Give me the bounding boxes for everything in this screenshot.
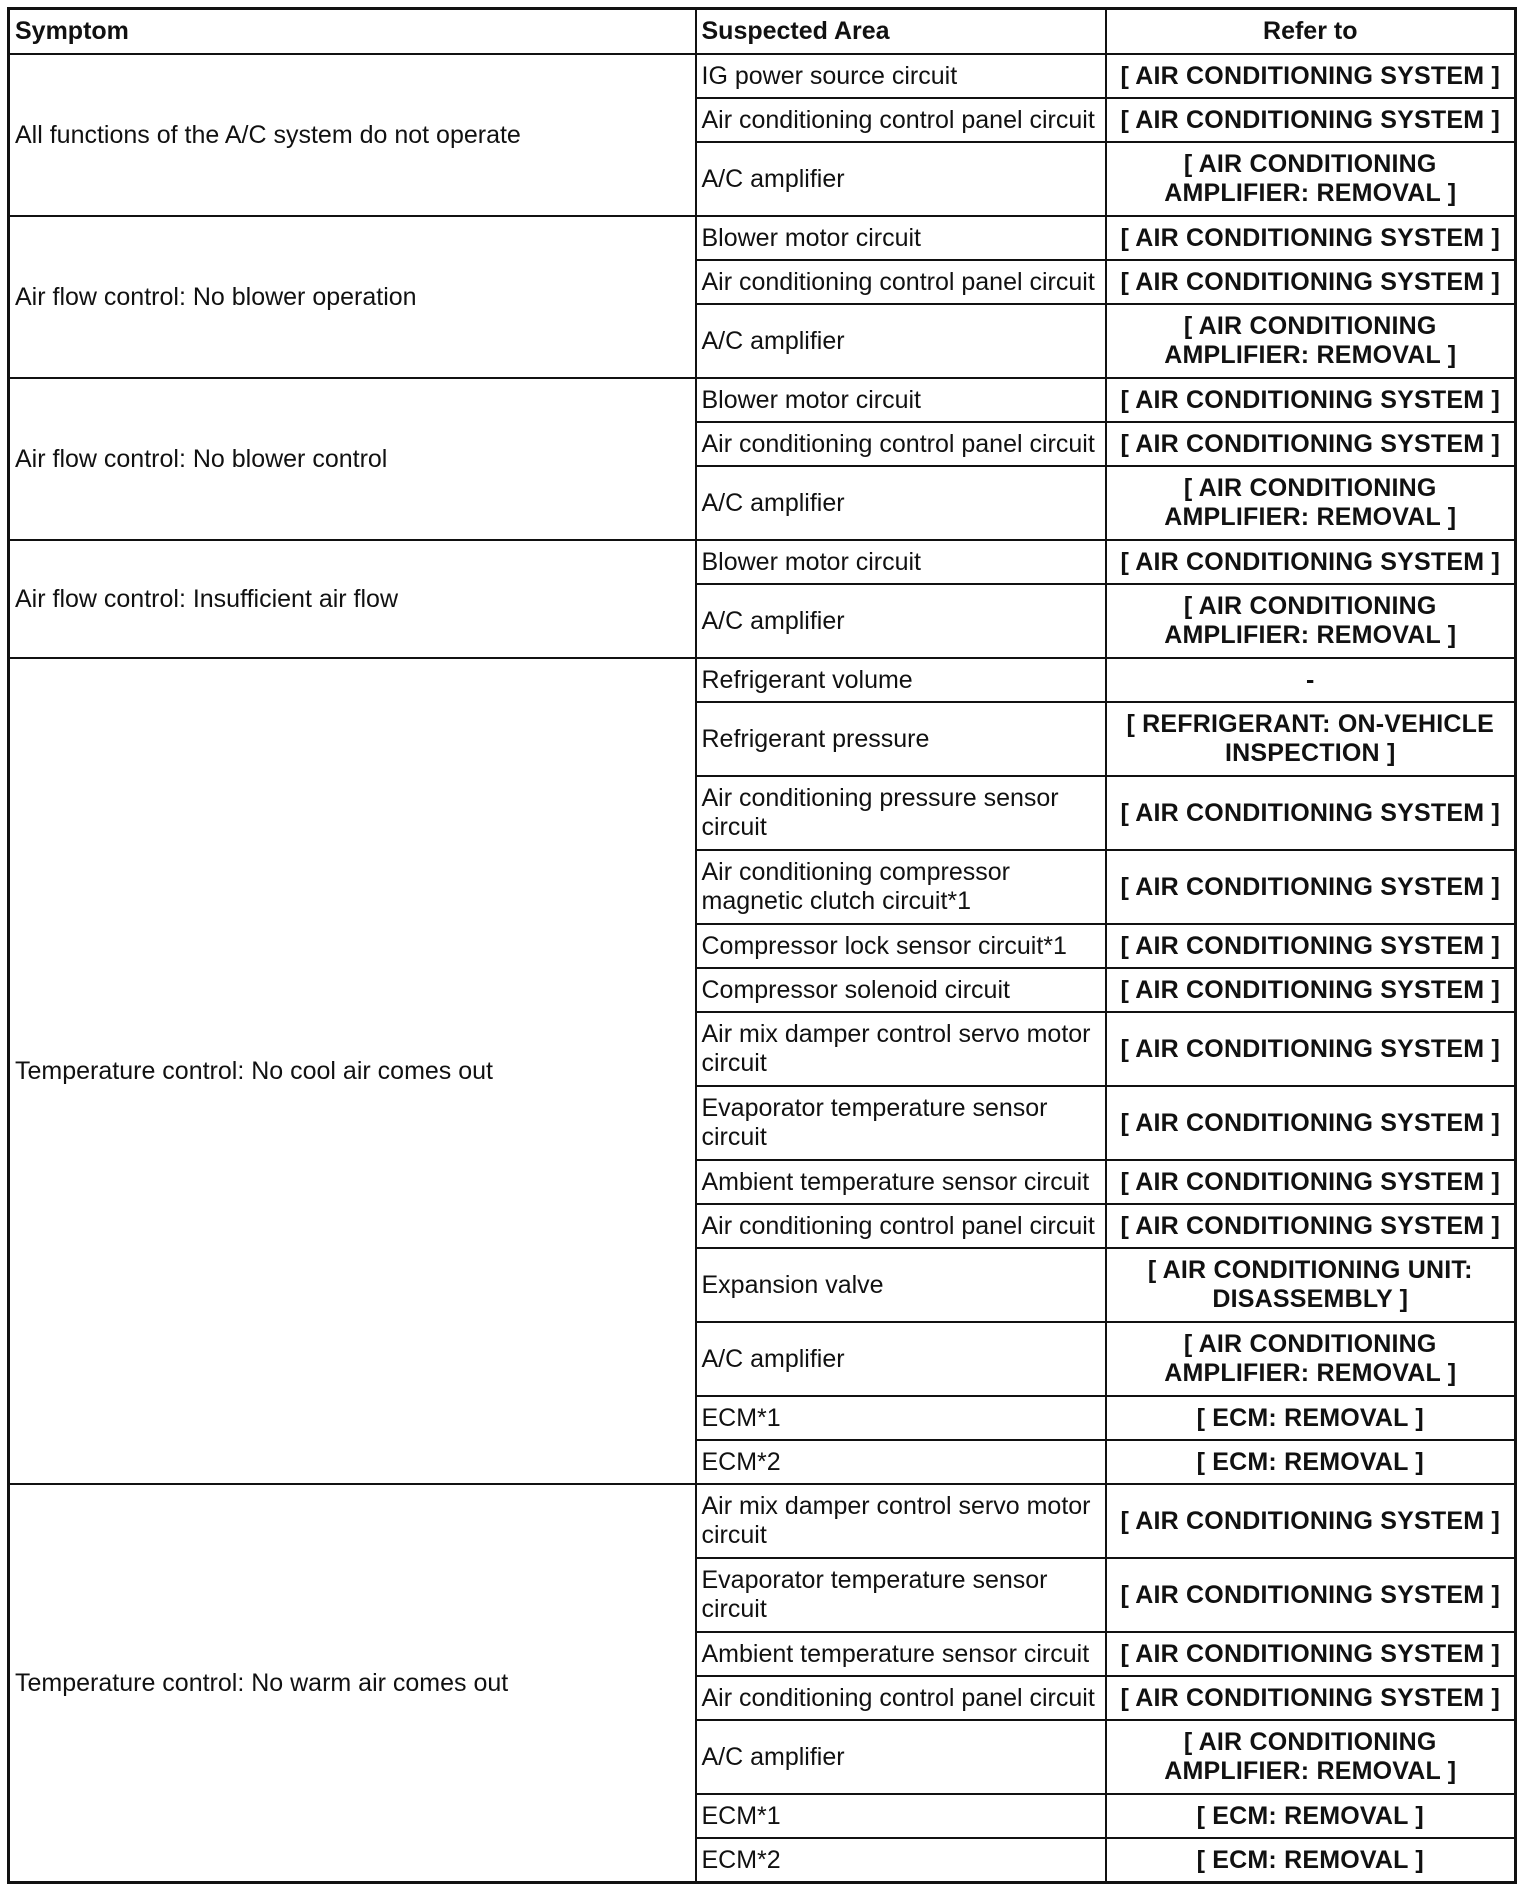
refer-to-cell: [ AIR CONDITIONING SYSTEM ] — [1106, 1160, 1516, 1204]
suspected-area-cell: A/C amplifier — [696, 1322, 1106, 1396]
table-row — [9, 658, 1516, 702]
suspected-area-cell: ECM*2 — [696, 1440, 1106, 1484]
suspected-area-cell: ECM*1 — [696, 1794, 1106, 1838]
suspected-area-cell: Compressor solenoid circuit — [696, 968, 1106, 1012]
suspected-area-cell: A/C amplifier — [696, 584, 1106, 658]
suspected-area-cell: Refrigerant volume — [696, 658, 1106, 702]
suspected-area-cell: Air conditioning compressor magnetic clutch circuit*1 — [696, 850, 1106, 924]
symptom-cell: Air flow control: No blower operation — [9, 216, 696, 378]
refer-to-cell: [ AIR CONDITIONING SYSTEM ] — [1106, 1012, 1516, 1086]
symptom-cell: Air flow control: No blower control — [9, 378, 696, 540]
suspected-area-cell: A/C amplifier — [696, 304, 1106, 378]
refer-to-cell: [ ECM: REMOVAL ] — [1106, 1838, 1516, 1883]
suspected-area-cell: Evaporator temperature sensor circuit — [696, 1086, 1106, 1160]
suspected-area-cell: Evaporator temperature sensor circuit — [696, 1558, 1106, 1632]
refer-to-cell: [ AIR CONDITIONING SYSTEM ] — [1106, 378, 1516, 422]
suspected-area-cell: A/C amplifier — [696, 466, 1106, 540]
suspected-area-cell: Refrigerant pressure — [696, 702, 1106, 776]
header-refer-to: Refer to — [1106, 9, 1516, 55]
problem-symptoms-table — [7, 7, 1517, 1884]
refer-to-cell: [ AIR CONDITIONING SYSTEM ] — [1106, 260, 1516, 304]
suspected-area-cell: Air conditioning control panel circuit — [696, 98, 1106, 142]
refer-to-cell: [ AIR CONDITIONING UNIT: DISASSEMBLY ] — [1106, 1248, 1516, 1322]
refer-to-cell: [ AIR CONDITIONING SYSTEM ] — [1106, 924, 1516, 968]
refer-to-cell: [ ECM: REMOVAL ] — [1106, 1396, 1516, 1440]
refer-to-cell: [ AIR CONDITIONING SYSTEM ] — [1106, 1676, 1516, 1720]
table-row — [9, 1484, 1516, 1558]
refer-to-cell: [ AIR CONDITIONING SYSTEM ] — [1106, 422, 1516, 466]
suspected-area-cell: Air conditioning control panel circuit — [696, 422, 1106, 466]
table-row — [9, 378, 1516, 422]
refer-to-cell: [ ECM: REMOVAL ] — [1106, 1440, 1516, 1484]
suspected-area-cell: Blower motor circuit — [696, 216, 1106, 260]
suspected-area-cell: A/C amplifier — [696, 142, 1106, 216]
table-row — [9, 54, 1516, 98]
refer-to-cell: [ AIR CONDITIONING SYSTEM ] — [1106, 1558, 1516, 1632]
header-row — [9, 9, 1516, 55]
refer-to-cell: [ AIR CONDITIONING SYSTEM ] — [1106, 1204, 1516, 1248]
refer-to-cell: [ AIR CONDITIONING SYSTEM ] — [1106, 216, 1516, 260]
suspected-area-cell: Air conditioning control panel circuit — [696, 260, 1106, 304]
refer-to-cell: [ AIR CONDITIONING SYSTEM ] — [1106, 1632, 1516, 1676]
symptom-cell: Air flow control: Insufficient air flow — [9, 540, 696, 658]
symptom-cell: Temperature control: No cool air comes out — [9, 658, 696, 1484]
suspected-area-cell: Air conditioning control panel circuit — [696, 1204, 1106, 1248]
suspected-area-cell: Air conditioning control panel circuit — [696, 1676, 1106, 1720]
suspected-area-cell: Expansion valve — [696, 1248, 1106, 1322]
refer-to-cell: [ AIR CONDITIONING AMPLIFIER: REMOVAL ] — [1106, 142, 1516, 216]
refer-to-cell: [ AIR CONDITIONING SYSTEM ] — [1106, 1484, 1516, 1558]
suspected-area-cell: Air conditioning pressure sensor circuit — [696, 776, 1106, 850]
refer-to-cell: [ ECM: REMOVAL ] — [1106, 1794, 1516, 1838]
refer-to-cell: [ AIR CONDITIONING SYSTEM ] — [1106, 54, 1516, 98]
suspected-area-cell: ECM*1 — [696, 1396, 1106, 1440]
suspected-area-cell: A/C amplifier — [696, 1720, 1106, 1794]
refer-to-cell: [ REFRIGERANT: ON-VEHICLE INSPECTION ] — [1106, 702, 1516, 776]
refer-to-cell: [ AIR CONDITIONING AMPLIFIER: REMOVAL ] — [1106, 466, 1516, 540]
suspected-area-cell: Ambient temperature sensor circuit — [696, 1160, 1106, 1204]
refer-to-cell: [ AIR CONDITIONING SYSTEM ] — [1106, 1086, 1516, 1160]
refer-to-cell: [ AIR CONDITIONING SYSTEM ] — [1106, 968, 1516, 1012]
suspected-area-cell: Blower motor circuit — [696, 378, 1106, 422]
refer-to-cell: [ AIR CONDITIONING AMPLIFIER: REMOVAL ] — [1106, 1322, 1516, 1396]
symptom-cell: Temperature control: No warm air comes out — [9, 1484, 696, 1883]
problem-symptoms-table-container — [7, 7, 1514, 1884]
refer-to-cell: [ AIR CONDITIONING SYSTEM ] — [1106, 776, 1516, 850]
suspected-area-cell: Compressor lock sensor circuit*1 — [696, 924, 1106, 968]
suspected-area-cell: Ambient temperature sensor circuit — [696, 1632, 1106, 1676]
table-header — [9, 9, 1516, 55]
suspected-area-cell: Air mix damper control servo motor circuit — [696, 1484, 1106, 1558]
refer-to-cell: [ AIR CONDITIONING SYSTEM ] — [1106, 98, 1516, 142]
refer-to-cell: [ AIR CONDITIONING AMPLIFIER: REMOVAL ] — [1106, 584, 1516, 658]
suspected-area-cell: Air mix damper control servo motor circuit — [696, 1012, 1106, 1086]
refer-to-cell: [ AIR CONDITIONING AMPLIFIER: REMOVAL ] — [1106, 1720, 1516, 1794]
refer-to-cell: [ AIR CONDITIONING AMPLIFIER: REMOVAL ] — [1106, 304, 1516, 378]
refer-to-cell: [ AIR CONDITIONING SYSTEM ] — [1106, 540, 1516, 584]
refer-to-cell: - — [1106, 658, 1516, 702]
symptom-cell: All functions of the A/C system do not operate — [9, 54, 696, 216]
table-row — [9, 216, 1516, 260]
header-suspected-area: Suspected Area — [696, 9, 1106, 55]
table-body — [9, 54, 1516, 1883]
suspected-area-cell: Blower motor circuit — [696, 540, 1106, 584]
suspected-area-cell: IG power source circuit — [696, 54, 1106, 98]
refer-to-cell: [ AIR CONDITIONING SYSTEM ] — [1106, 850, 1516, 924]
header-symptom: Symptom — [9, 9, 696, 55]
table-row — [9, 540, 1516, 584]
suspected-area-cell: ECM*2 — [696, 1838, 1106, 1883]
